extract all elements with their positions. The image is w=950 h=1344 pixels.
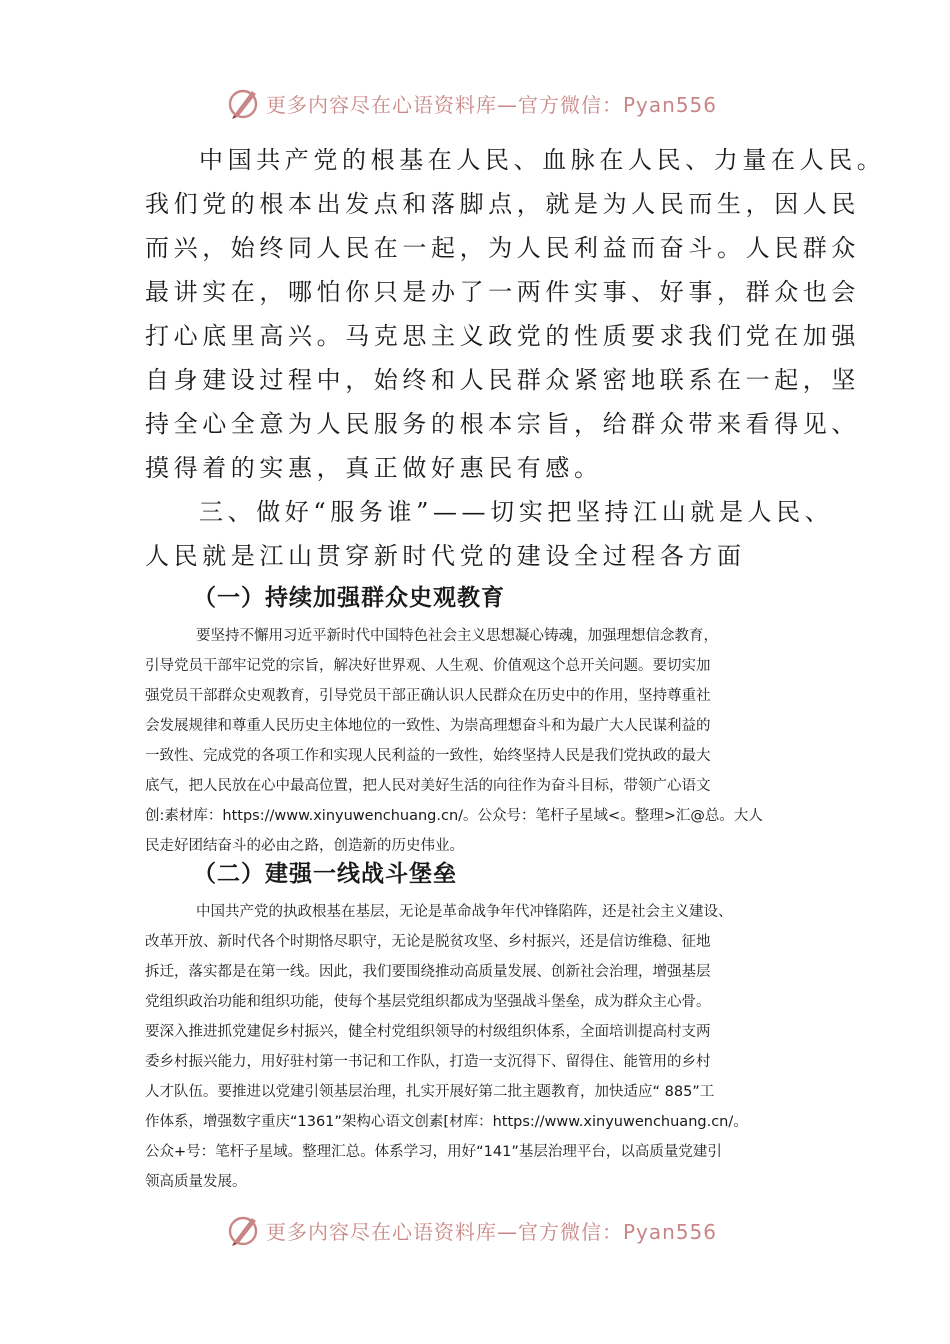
body-line: 而兴，始终同人民在一起，为人民利益而奋斗。人民群众: [145, 234, 860, 262]
para2-line: 中国共产党的执政根基在基层，无论是革命战争年代冲锋陷阵，还是社会主义建设、: [196, 904, 733, 920]
para2-line: 人才队伍。要推进以党建引领基层治理，扎实开展好第二批主题教育，加快适应“ 885”工: [145, 1084, 715, 1100]
para2-line: 领高质量发展。: [145, 1174, 247, 1190]
body-line: 自身建设过程中，始终和人民群众紧密地联系在一起，坚: [145, 366, 860, 394]
watermark-banner-bottom: [226, 1210, 726, 1250]
section-title-line: 人民就是江山贯穿新时代党的建设全过程各方面: [145, 542, 746, 570]
para1-line: 底气，把人民放在心中最高位置，把人民对美好生活的向往作为奋斗目标，带领广心语文: [145, 778, 711, 794]
para2-line: 要深入推进抓党建促乡村振兴，健全村党组织领导的村级组织体系，全面培训提高村支两: [145, 1024, 711, 1040]
body-line: 最讲实在，哪怕你只是办了一两件实事、好事，群众也会: [145, 278, 860, 306]
para2-line: 改革开放、新时代各个时期恪尽职守，无论是脱贫攻坚、乡村振兴，还是信访维稳、征地: [145, 934, 711, 950]
pen-logo-icon: [226, 1212, 262, 1248]
body-line: 持全心全意为人民服务的根本宗旨，给群众带来看得见、: [145, 410, 860, 438]
para1-line: 引导党员干部牢记党的宗旨，解决好世界观、人生观、价值观这个总开关问题。要切实加: [145, 658, 711, 674]
watermark-text-top: 更多内容尽在心语资料库—官方微信：Pyan556: [266, 92, 718, 117]
pen-logo-icon: [226, 85, 262, 121]
watermark-text-bottom: 更多内容尽在心语资料库—官方微信：Pyan556: [266, 1219, 718, 1244]
para2-line: 委乡村振兴能力，用好驻村第一书记和工作队，打造一支沉得下、留得住、能管用的乡村: [145, 1054, 711, 1070]
para2-line: 作体系，增强数字重庆“1361”架构心语文创素[材库：https://www.xinyuwenchuang.cn/。: [145, 1114, 748, 1130]
body-line: 摸得着的实惠，真正做好惠民有感。: [145, 454, 603, 482]
para2-line: 拆迁，落实都是在第一线。因此，我们要围绕推动高质量发展、创新社会治理，增强基层: [145, 964, 711, 980]
para1-line: 会发展规律和尊重人民历史主体地位的一致性、为崇高理想奋斗和为最广大人民谋利益的: [145, 718, 711, 734]
body-line: 中国共产党的根基在人民、血脉在人民、力量在人民。: [199, 146, 886, 174]
subheading-2: （二）建强一线战斗堡垒: [193, 861, 457, 887]
body-line: 打心底里高兴。马克思主义政党的性质要求我们党在加强: [145, 322, 860, 350]
para1-line: 要坚持不懈用习近平新时代中国特色社会主义思想凝心铸魂，加强理想信念教育，: [196, 628, 718, 644]
watermark-banner-top: [226, 83, 726, 123]
para2-line: 公众+号：笔杆子星域。整理汇总。体系学习，用好“141”基层治理平台，以高质量党建引: [145, 1144, 722, 1160]
para1-line: 民走好团结奋斗的必由之路，创造新的历史伟业。: [145, 838, 464, 854]
para2-line: 党组织政治功能和组织功能，使每个基层党组织都成为坚强战斗堡垒，成为群众主心骨。: [145, 994, 711, 1010]
para1-line: 强党员干部群众史观教育，引导党员干部正确认识人民群众在历史中的作用，坚持尊重社: [145, 688, 711, 704]
section-title-line: 三、做好“服务谁”——切实把坚持江山就是人民、: [199, 498, 834, 526]
body-line: 我们党的根本出发点和落脚点，就是为人民而生，因人民: [145, 190, 860, 218]
subheading-1: （一）持续加强群众史观教育: [193, 585, 505, 611]
para1-line: 创:素材库：https://www.xinyuwenchuang.cn/。公众号：笔杆子星域<。整理>汇@总。大人: [145, 808, 763, 824]
para1-line: 一致性、完成党的各项工作和实现人民利益的一致性，始终坚持人民是我们党执政的最大: [145, 748, 711, 764]
